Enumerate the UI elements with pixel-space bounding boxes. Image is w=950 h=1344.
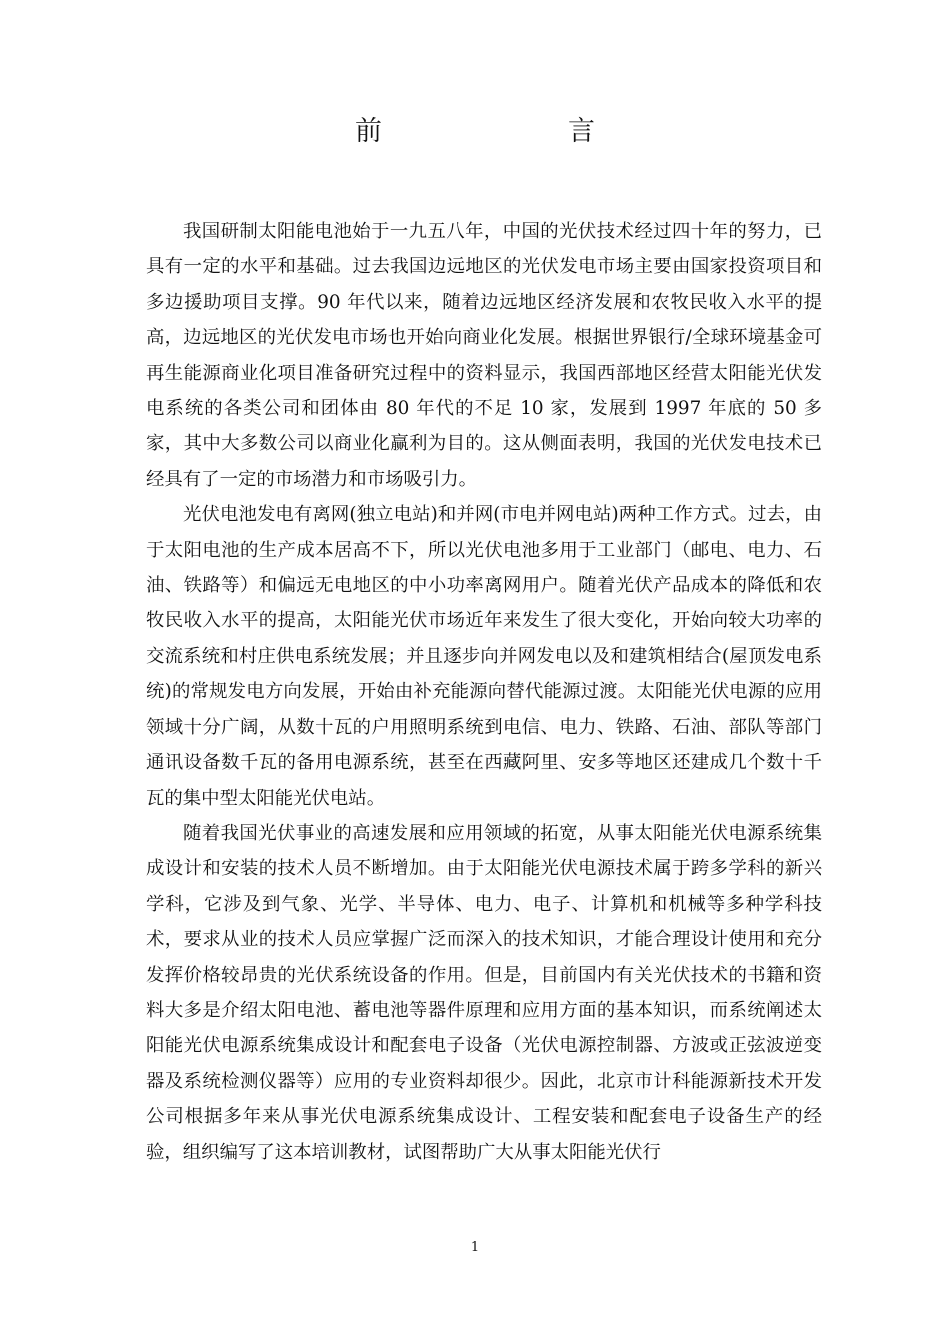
paragraph-1: 我国研制太阳能电池始于一九五八年，中国的光伏技术经过四十年的努力，已具有一定的水平和基础。过去我国边远地区的光伏发电市场主要由国家投资项目和多边援助项目支撑。90 年代以来，随着边远地区经济发展和农牧民收入水平的提高，边远地区的光伏发电市场也开始向商业化发展。根据世界银行/全球环境基金可再生能源商业化项目准备研究过程中的资料显示，我国西部地区经营太阳能光伏发电系统的各类公司和团体由 80 年代的不足 10 家，发展到 1997 年底的 50 多家，其中大多数公司以商业化赢利为目的。这从侧面表明，我国的光伏发电技术已经具有了一定的市场潜力和市场吸引力。: [146, 221, 822, 490]
paragraph-3: 随着我国光伏事业的高速发展和应用领域的拓宽，从事太阳能光伏电源系统集成设计和安装的技术人员不断增加。由于太阳能光伏电源技术属于跨多学科的新兴学科，它涉及到气象、光学、半导体、电力、电子、计算机和机械等多种学科技术，要求从业的技术人员应掌握广泛而深入的技术知识，才能合理设计使用和充分发挥价格较昂贵的光伏系统设备的作用。但是，目前国内有关光伏技术的书籍和资料大多是介绍太阳电池、蓄电池等器件原理和应用方面的基本知识，而系统阐述太阳能光伏电源系统集成设计和配套电子设备（光伏电源控制器、方波或正弦波逆变器及系统检测仪器等）应用的专业资料却很少。因此，北京市计科能源新技术开发公司根据多年来从事光伏电源系统集成设计、工程安装和配套电子设备生产的经验，组织编写了这本培训教材，试图帮助广大从事太阳能光伏行: [146, 822, 822, 1163]
body-text: [146, 214, 822, 1170]
page-number: 1: [470, 1240, 480, 1255]
page-title: 前 言: [355, 116, 639, 147]
paragraph-2: 光伏电池发电有离网(独立电站)和并网(市电并网电站)两种工作方式。过去，由于太阳电池的生产成本居高不下，所以光伏电池多用于工业部门（邮电、电力、石油、铁路等）和偏远无电地区的中小功率离网用户。随着光伏产品成本的降低和农牧民收入水平的提高，太阳能光伏市场近年来发生了很大变化，开始向较大功率的交流系统和村庄供电系统发展；并且逐步向并网发电以及和建筑相结合(屋顶发电系统)的常规发电方向发展，开始由补充能源向替代能源过渡。太阳能光伏电源的应用领域十分广阔，从数十瓦的户用照明系统到电信、电力、铁路、石油、部队等部门通讯设备数千瓦的备用电源系统，甚至在西藏阿里、安多等地区还建成几个数十千瓦的集中型太阳能光伏电站。: [146, 504, 822, 809]
